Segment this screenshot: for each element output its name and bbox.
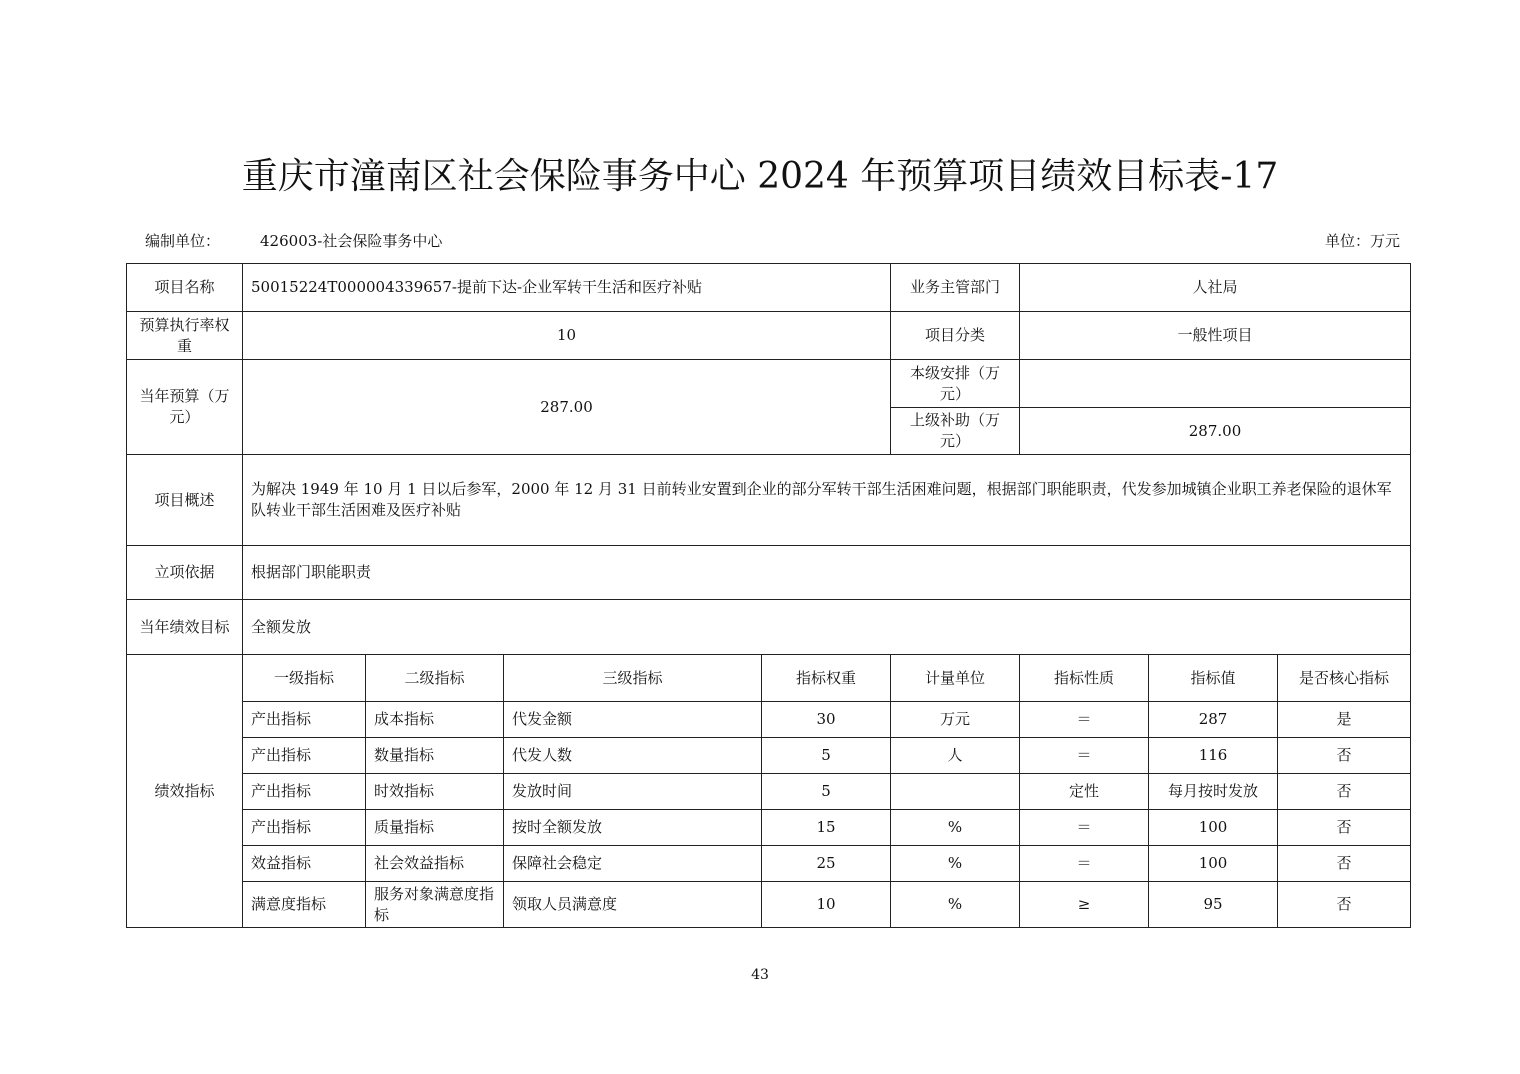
page-number: 43 bbox=[751, 967, 769, 983]
org-value: 426003-社会保险事务中心 bbox=[260, 232, 443, 250]
level1-cell: 产出指标 bbox=[243, 810, 366, 846]
level1-cell: 产出指标 bbox=[243, 702, 366, 738]
overview-label: 项目概述 bbox=[127, 455, 243, 546]
dept-value: 人社局 bbox=[1020, 264, 1411, 312]
level3-cell: 代发人数 bbox=[504, 738, 762, 774]
header-cell: 是否核心指标 bbox=[1278, 655, 1411, 702]
value-cell: 95 bbox=[1149, 882, 1278, 928]
level3-cell: 代发金额 bbox=[504, 702, 762, 738]
level1-cell: 满意度指标 bbox=[243, 882, 366, 928]
header-cell: 指标权重 bbox=[762, 655, 891, 702]
upper-label: 上级补助（万元） bbox=[891, 408, 1020, 455]
unit-cell: % bbox=[891, 882, 1020, 928]
category-value: 一般性项目 bbox=[1020, 312, 1411, 360]
unit-cell: 万元 bbox=[891, 702, 1020, 738]
row-basis bbox=[127, 546, 1411, 600]
category-label: 项目分类 bbox=[891, 312, 1020, 360]
document-title: 重庆市潼南区社会保险事务中心 2024 年预算项目绩效目标表-17 bbox=[241, 156, 1279, 197]
core-cell: 否 bbox=[1278, 810, 1411, 846]
goal-label: 当年绩效目标 bbox=[127, 600, 243, 655]
org-line bbox=[145, 230, 442, 251]
table-row bbox=[127, 810, 1411, 846]
level2-cell: 质量指标 bbox=[366, 810, 504, 846]
row-exec-rate bbox=[127, 312, 1411, 360]
exec-rate-value: 10 bbox=[243, 312, 891, 360]
unit-cell: % bbox=[891, 810, 1020, 846]
core-cell: 否 bbox=[1278, 846, 1411, 882]
table-row bbox=[127, 846, 1411, 882]
unit-cell: 人 bbox=[891, 738, 1020, 774]
table-row bbox=[127, 882, 1411, 928]
nature-cell: ＝ bbox=[1020, 846, 1149, 882]
value-cell: 100 bbox=[1149, 846, 1278, 882]
header-cell: 三级指标 bbox=[504, 655, 762, 702]
weight-cell: 25 bbox=[762, 846, 891, 882]
value-cell: 116 bbox=[1149, 738, 1278, 774]
unit-cell: % bbox=[891, 846, 1020, 882]
value-cell: 100 bbox=[1149, 810, 1278, 846]
core-cell: 否 bbox=[1278, 738, 1411, 774]
core-cell: 否 bbox=[1278, 774, 1411, 810]
level2-cell: 社会效益指标 bbox=[366, 846, 504, 882]
level2-cell: 时效指标 bbox=[366, 774, 504, 810]
exec-rate-label: 预算执行率权重 bbox=[127, 312, 243, 360]
level3-cell: 按时全额发放 bbox=[504, 810, 762, 846]
row-overview bbox=[127, 455, 1411, 546]
dept-label: 业务主管部门 bbox=[891, 264, 1020, 312]
upper-value: 287.00 bbox=[1020, 408, 1411, 455]
table-row bbox=[127, 774, 1411, 810]
value-cell: 287 bbox=[1149, 702, 1278, 738]
table-row bbox=[127, 738, 1411, 774]
level3-cell: 发放时间 bbox=[504, 774, 762, 810]
value-cell: 每月按时发放 bbox=[1149, 774, 1278, 810]
basis-value: 根据部门职能职责 bbox=[243, 546, 1411, 600]
core-cell: 否 bbox=[1278, 882, 1411, 928]
level2-cell: 服务对象满意度指标 bbox=[366, 882, 504, 928]
row-project-name bbox=[127, 264, 1411, 312]
header-cell: 二级指标 bbox=[366, 655, 504, 702]
budget-value: 287.00 bbox=[243, 360, 891, 455]
level2-cell: 数量指标 bbox=[366, 738, 504, 774]
level3-cell: 领取人员满意度 bbox=[504, 882, 762, 928]
local-label: 本级安排（万元） bbox=[891, 360, 1020, 408]
header-cell: 计量单位 bbox=[891, 655, 1020, 702]
org-label: 编制单位： bbox=[145, 232, 221, 250]
table-row bbox=[127, 702, 1411, 738]
nature-cell: ＝ bbox=[1020, 810, 1149, 846]
perf-label: 绩效指标 bbox=[127, 655, 243, 928]
weight-cell: 5 bbox=[762, 738, 891, 774]
unit-cell bbox=[891, 774, 1020, 810]
performance-table bbox=[126, 263, 1411, 928]
weight-cell: 10 bbox=[762, 882, 891, 928]
header-cell: 一级指标 bbox=[243, 655, 366, 702]
indicator-header-row bbox=[127, 655, 1411, 702]
nature-cell: ＝ bbox=[1020, 738, 1149, 774]
level1-cell: 产出指标 bbox=[243, 738, 366, 774]
weight-cell: 5 bbox=[762, 774, 891, 810]
project-name-label: 项目名称 bbox=[127, 264, 243, 312]
goal-value: 全额发放 bbox=[243, 600, 1411, 655]
basis-label: 立项依据 bbox=[127, 546, 243, 600]
level1-cell: 产出指标 bbox=[243, 774, 366, 810]
level3-cell: 保障社会稳定 bbox=[504, 846, 762, 882]
budget-label: 当年预算（万元） bbox=[127, 360, 243, 455]
project-name-value: 50015224T000004339657-提前下达-企业军转干生活和医疗补贴 bbox=[243, 264, 891, 312]
level1-cell: 效益指标 bbox=[243, 846, 366, 882]
header-cell: 指标值 bbox=[1149, 655, 1278, 702]
unit-label: 单位：万元 bbox=[1324, 232, 1400, 250]
local-value bbox=[1020, 360, 1411, 408]
weight-cell: 30 bbox=[762, 702, 891, 738]
weight-cell: 15 bbox=[762, 810, 891, 846]
header-cell: 指标性质 bbox=[1020, 655, 1149, 702]
nature-cell: ≥ bbox=[1020, 882, 1149, 928]
overview-value: 为解决 1949 年 10 月 1 日以后参军，2000 年 12 月 31 日前转业安置到企业的部分军转干部生活困难问题，根据部门职能职责，代发参加城镇企业职工养老保险的退休军队转业干部生活困难及医疗补贴 bbox=[243, 455, 1411, 546]
row-goal bbox=[127, 600, 1411, 655]
row-budget bbox=[127, 360, 1411, 408]
nature-cell: ＝ bbox=[1020, 702, 1149, 738]
core-cell: 是 bbox=[1278, 702, 1411, 738]
nature-cell: 定性 bbox=[1020, 774, 1149, 810]
level2-cell: 成本指标 bbox=[366, 702, 504, 738]
